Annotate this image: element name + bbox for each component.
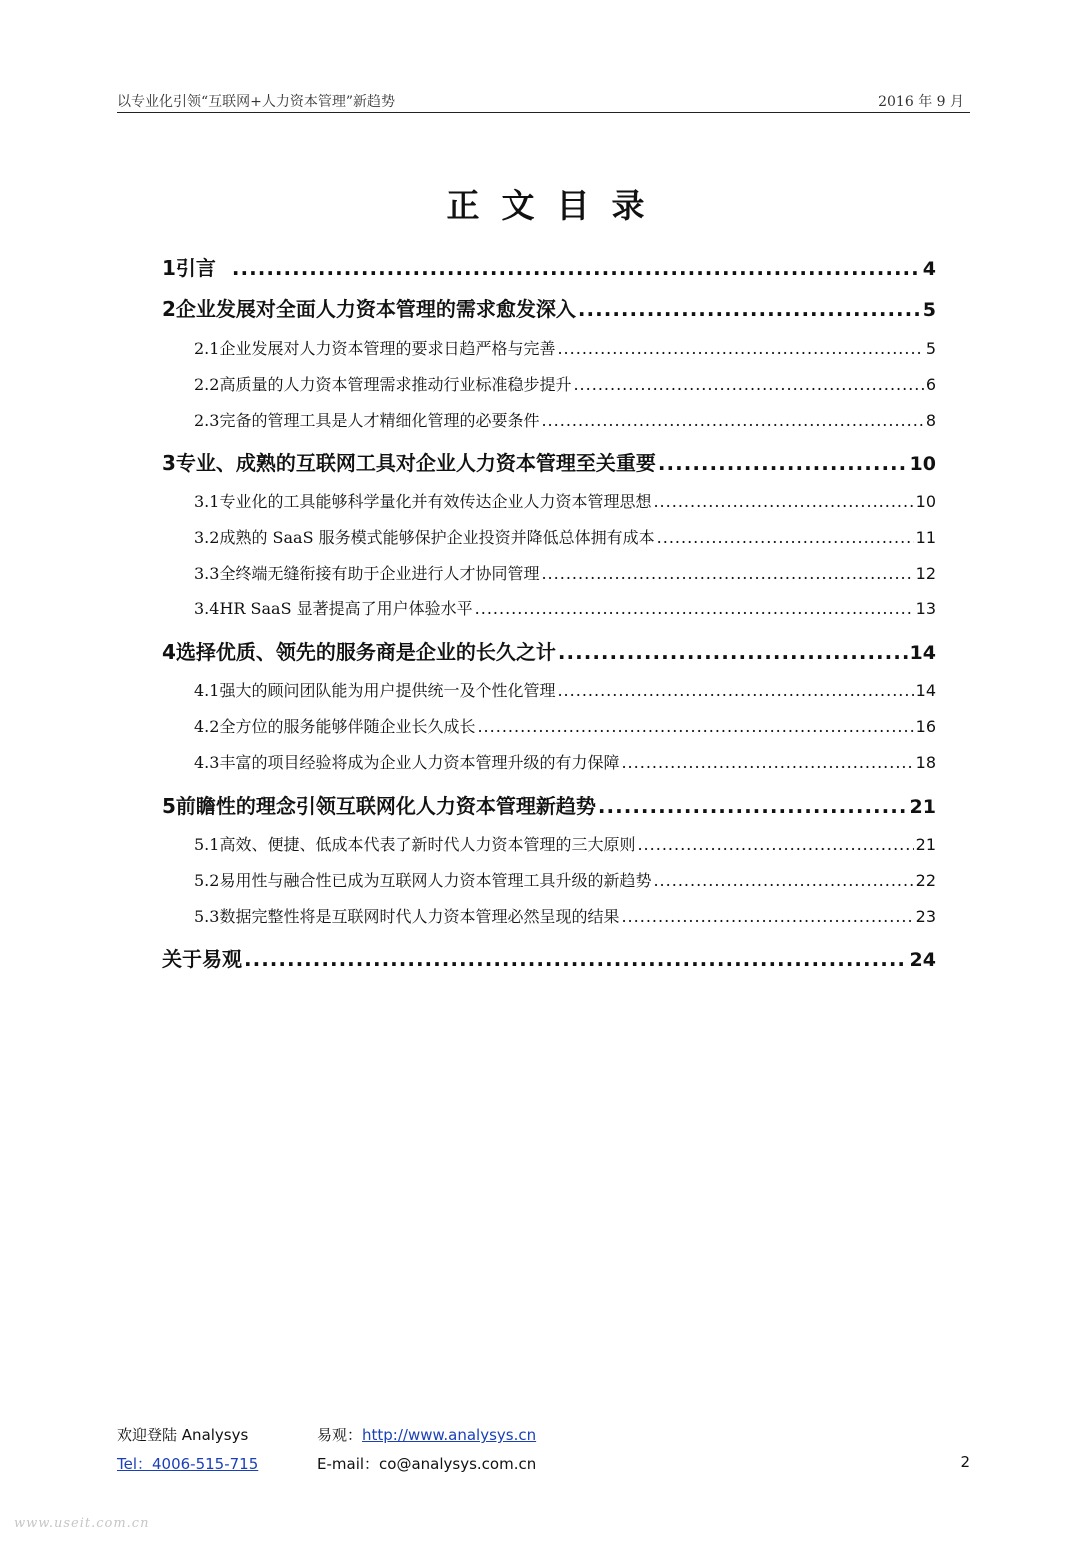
- toc-entry-number: 4.2: [194, 717, 220, 736]
- toc-entry-page: 22: [915, 871, 936, 890]
- watermark: www.useit.com.cn: [14, 1516, 150, 1531]
- toc-entry-number: 5: [162, 794, 176, 818]
- toc-entry-title: 关于易观: [162, 947, 242, 971]
- toc-entry-page: 5: [922, 299, 936, 321]
- site-label: 易观：: [317, 1426, 363, 1444]
- toc-entry-number: 1: [162, 256, 176, 280]
- toc-section-entry[interactable]: [162, 832, 936, 855]
- toc-entry-page: 10: [915, 492, 936, 511]
- toc-entry-page: 23: [915, 907, 936, 926]
- header-date: 2016 年 9 月: [878, 94, 964, 110]
- toc-entry-title: 企业发展对全面人力资本管理的需求愈发深入: [175, 297, 576, 321]
- toc-dot-leader: [475, 599, 914, 618]
- toc-entry-title: 全终端无缝衔接有助于企业进行人才协同管理: [219, 564, 540, 583]
- toc-dot-leader: [573, 375, 923, 394]
- toc-chapter-entry[interactable]: [162, 293, 936, 322]
- toc-entry-title: 选择优质、领先的服务商是企业的长久之计: [175, 640, 556, 664]
- toc-chapter-entry[interactable]: [162, 447, 936, 476]
- toc-entry-page: 21: [915, 835, 936, 854]
- toc-entry-page: 4: [922, 258, 936, 280]
- toc-entry-number: 2: [162, 297, 176, 321]
- toc-dot-leader: [657, 528, 914, 547]
- toc-entry-title: 高质量的人力资本管理需求推动行业标准稳步提升: [219, 375, 572, 394]
- toc-section-entry[interactable]: [162, 525, 936, 548]
- toc-dot-leader: [541, 411, 923, 430]
- toc-entry-title: 前瞻性的理念引领互联网化人力资本管理新趋势: [175, 794, 596, 818]
- toc-dot-leader: [658, 451, 908, 475]
- toc-dot-leader: [244, 947, 908, 971]
- toc-dot-leader: [558, 640, 908, 664]
- toc-section-entry[interactable]: [162, 372, 936, 395]
- toc-entry-number: 4: [162, 640, 176, 664]
- toc-entry-page: 18: [915, 753, 936, 772]
- toc-entry-title: 丰富的项目经验将成为企业人力资本管理升级的有力保障: [219, 753, 620, 772]
- toc-entry-title: 易用性与融合性已成为互联网人力资本管理工具升级的新趋势: [219, 871, 652, 890]
- toc-entry-title: 高效、便捷、低成本代表了新时代人力资本管理的三大原则: [219, 835, 636, 854]
- toc-entry-page: 14: [915, 681, 936, 700]
- toc-entry-number: 4.1: [194, 681, 220, 700]
- toc-entry-page: 21: [909, 796, 936, 818]
- toc-entry-page: 6: [925, 375, 936, 394]
- toc-entry-title: 强大的顾问团队能为用户提供统一及个性化管理: [219, 681, 556, 700]
- toc-chapter-entry[interactable]: [162, 943, 936, 972]
- toc-entry-title: 企业发展对人力资本管理的要求日趋严格与完善: [219, 339, 556, 358]
- toc-section-entry[interactable]: [162, 868, 936, 891]
- toc-entry-number: 2.3: [194, 411, 220, 430]
- toc-entry-number: 3.4: [194, 599, 220, 618]
- page-number: 2: [960, 1453, 970, 1471]
- toc-section-entry[interactable]: [162, 489, 936, 512]
- toc-entry-number: 5.2: [194, 871, 220, 890]
- toc-entry-page: 24: [909, 949, 936, 971]
- toc-dot-leader: [621, 907, 913, 926]
- toc-entry-title: 数据完整性将是互联网时代人力资本管理必然呈现的结果: [219, 907, 620, 926]
- toc-entry-page: 13: [915, 599, 936, 618]
- toc-section-entry[interactable]: [162, 714, 936, 737]
- toc-dot-leader: [637, 835, 913, 854]
- toc-entry-page: 10: [909, 453, 936, 475]
- toc-dot-leader: [477, 717, 913, 736]
- toc-entry-number: 5.3: [194, 907, 220, 926]
- toc-dot-leader: [541, 564, 913, 583]
- toc-entry-page: 12: [915, 564, 936, 583]
- toc-chapter-entry[interactable]: [162, 790, 936, 819]
- toc-chapter-entry[interactable]: [162, 636, 936, 665]
- toc-entry-number: 3.3: [194, 564, 220, 583]
- toc-entry-title: 成熟的 SaaS 服务模式能够保护企业投资并降低总体拥有成本: [219, 528, 655, 547]
- toc-section-entry[interactable]: [162, 408, 936, 431]
- toc-dot-leader: [621, 753, 913, 772]
- toc-dot-leader: [653, 871, 913, 890]
- telephone-link[interactable]: Tel：4006-515-715: [117, 1455, 259, 1473]
- email-text: E-mail：co@analysys.com.cn: [317, 1455, 537, 1473]
- toc-entry-number: 2.1: [194, 339, 220, 358]
- toc-dot-leader: [557, 681, 913, 700]
- toc-entry-number: 2.2: [194, 375, 220, 394]
- toc-entry-number: 5.1: [194, 835, 220, 854]
- toc-section-entry[interactable]: [162, 678, 936, 701]
- toc-section-entry[interactable]: [162, 904, 936, 927]
- toc-entry-title: 引言: [175, 256, 216, 280]
- page-title: 正文目录: [446, 186, 667, 225]
- toc-entry-page: 5: [925, 339, 936, 358]
- toc-entry-number: 3: [162, 451, 176, 475]
- toc-entry-title: 专业、成熟的互联网工具对企业人力资本管理至关重要: [175, 451, 656, 475]
- toc-section-entry[interactable]: [162, 336, 936, 359]
- toc-entry-title: 全方位的服务能够伴随企业长久成长: [219, 717, 476, 736]
- toc-dot-leader: [598, 794, 908, 818]
- toc-entry-number: 3.2: [194, 528, 220, 547]
- running-header: [117, 88, 970, 113]
- toc-dot-leader: [557, 339, 923, 358]
- toc-section-entry[interactable]: [162, 561, 936, 584]
- welcome-brand: Analysys: [181, 1426, 249, 1444]
- website-link[interactable]: http://www.analysys.cn: [362, 1426, 537, 1444]
- toc-dot-leader: [232, 256, 921, 280]
- toc-entry-title: 完备的管理工具是人才精细化管理的必要条件: [219, 411, 540, 430]
- toc-entry-number: 3.1: [194, 492, 220, 511]
- toc-section-entry[interactable]: [162, 750, 936, 773]
- toc-dot-leader: [653, 492, 913, 511]
- toc-chapter-entry[interactable]: [162, 252, 936, 281]
- toc-section-entry[interactable]: [162, 596, 936, 619]
- toc-entry-page: 14: [909, 642, 936, 664]
- welcome-prefix: 欢迎登陆: [117, 1426, 178, 1444]
- toc-entry-number: 4.3: [194, 753, 220, 772]
- toc-entry-page: 8: [925, 411, 936, 430]
- toc-entry-page: 16: [915, 717, 936, 736]
- toc-entry-title: HR SaaS 显著提高了用户体验水平: [219, 599, 473, 618]
- toc-dot-leader: [578, 297, 921, 321]
- toc-entry-page: 11: [915, 528, 936, 547]
- toc-entry-title: 专业化的工具能够科学量化并有效传达企业人力资本管理思想: [219, 492, 652, 511]
- header-title: 以专业化引领“互联网+人力资本管理”新趋势: [117, 94, 396, 110]
